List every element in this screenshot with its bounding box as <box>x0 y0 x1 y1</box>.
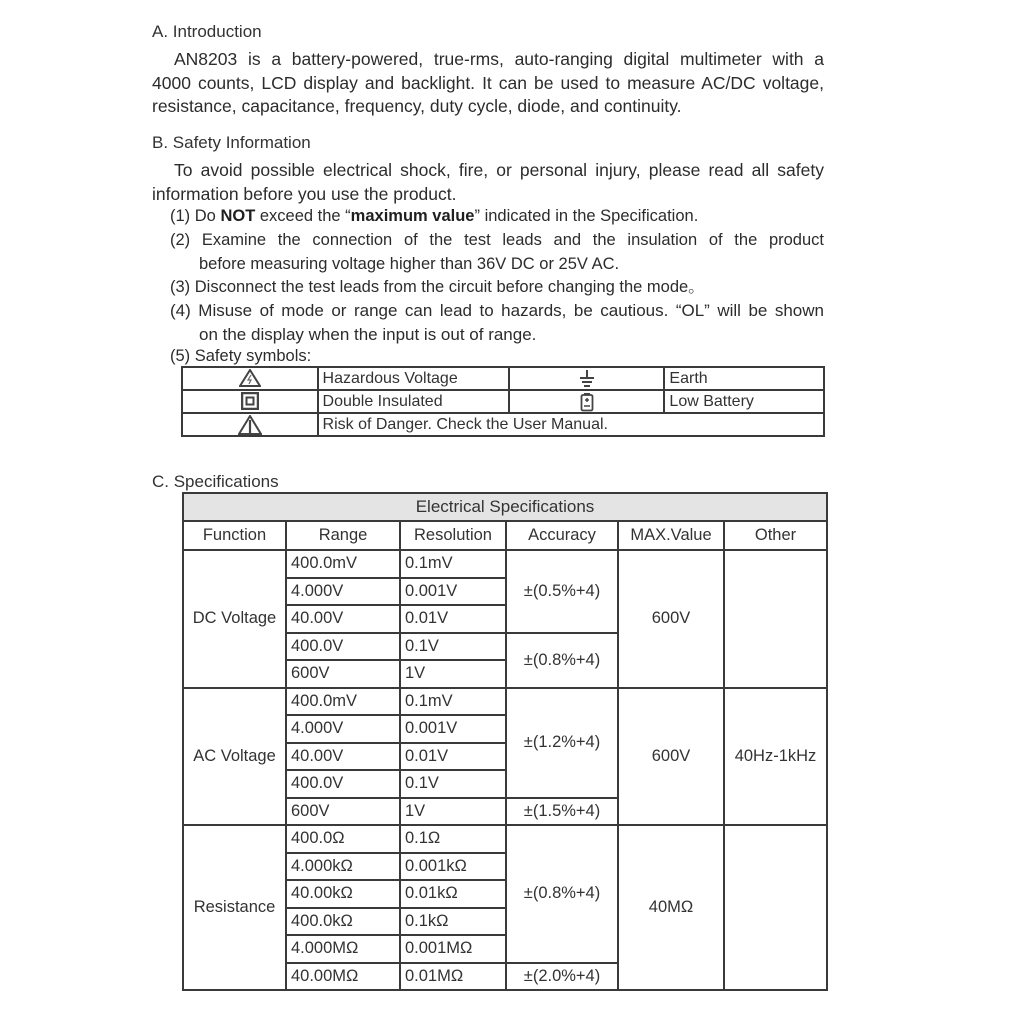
cell-resolution: 0.1V <box>400 633 506 661</box>
cell-range: 4.000V <box>286 578 400 606</box>
safety-item-4: (4) Misuse of mode or range can lead to hazards, be cautious. “OL” will be shown on the display when the input is out of range. <box>170 301 824 344</box>
safety-paragraph <box>152 159 824 206</box>
cell-resolution: 0.01MΩ <box>400 963 506 991</box>
cell-other <box>724 825 827 990</box>
cell-resolution: 0.001V <box>400 715 506 743</box>
cell-other: 40Hz-1kHz <box>724 688 827 826</box>
cell-resolution: 0.001V <box>400 578 506 606</box>
risk-of-danger-icon <box>238 415 262 435</box>
symbol-label: Risk of Danger. Check the User Manual. <box>318 413 824 436</box>
safety-line: To avoid possible electrical shock, fire, or personal injury, please read all safety <box>174 160 824 180</box>
safety-line: information before you use the product. <box>152 183 457 204</box>
cell-accuracy: ±(0.8%+4) <box>506 633 618 688</box>
cell-resolution: 0.1kΩ <box>400 908 506 936</box>
header-max-value: MAX.Value <box>618 521 724 550</box>
cell-range: 400.0mV <box>286 688 400 716</box>
emphasis-maximum-value: maximum value <box>350 207 475 225</box>
low-battery-icon <box>580 392 594 412</box>
section-title-safety: B. Safety Information <box>152 133 311 152</box>
cell-function: AC Voltage <box>183 688 286 826</box>
cell-range: 40.00V <box>286 605 400 633</box>
earth-ground-icon <box>578 369 596 387</box>
cell-range: 400.0V <box>286 770 400 798</box>
cell-resolution: 0.01kΩ <box>400 880 506 908</box>
introduction-paragraph <box>152 48 824 119</box>
safety-item-5: (5) Safety symbols: <box>170 347 312 365</box>
cell-resolution: 0.1Ω <box>400 825 506 853</box>
emphasis-not: NOT <box>220 207 256 225</box>
header-accuracy: Accuracy <box>506 521 618 550</box>
cell-function: Resistance <box>183 825 286 990</box>
cell-accuracy: ±(1.5%+4) <box>506 798 618 826</box>
cell-other <box>724 550 827 688</box>
symbol-label: Low Battery <box>664 390 824 413</box>
table-caption: Electrical Specifications <box>183 493 827 521</box>
cell-accuracy: ±(1.2%+4) <box>506 688 618 798</box>
cell-range: 4.000MΩ <box>286 935 400 963</box>
cell-range: 40.00MΩ <box>286 963 400 991</box>
safety-item-2: (2) Examine the connection of the test leads and the insulation of the product before measuring voltage higher than 36V DC or 25V AC. <box>170 231 824 273</box>
symbol-label: Double Insulated <box>318 390 510 413</box>
cell-max-value: 600V <box>618 550 724 688</box>
cell-resolution: 1V <box>400 660 506 688</box>
cell-function: DC Voltage <box>183 550 286 688</box>
cell-resolution: 0.001kΩ <box>400 853 506 881</box>
table-row <box>183 688 827 716</box>
cell-resolution: 0.001MΩ <box>400 935 506 963</box>
safety-symbols-table <box>181 366 825 437</box>
cell-range: 400.0V <box>286 633 400 661</box>
symbol-row <box>182 413 824 436</box>
cell-resolution: 0.1mV <box>400 550 506 578</box>
cell-range: 400.0Ω <box>286 825 400 853</box>
section-title-specifications: C. Specifications <box>152 472 279 491</box>
header-other: Other <box>724 521 827 550</box>
header-function: Function <box>183 521 286 550</box>
cell-resolution: 0.01V <box>400 605 506 633</box>
intro-line: resistance, capacitance, frequency, duty cycle, diode, and continuity. <box>152 96 682 116</box>
symbol-row <box>182 367 824 390</box>
symbol-label: Earth <box>664 367 824 390</box>
cell-range: 600V <box>286 798 400 826</box>
cell-range: 4.000V <box>286 715 400 743</box>
cell-resolution: 0.1mV <box>400 688 506 716</box>
cell-range: 400.0kΩ <box>286 908 400 936</box>
cell-resolution: 1V <box>400 798 506 826</box>
header-resolution: Resolution <box>400 521 506 550</box>
intro-line: 4000 counts, LCD display and backlight. It can be used to measure AC/DC voltage, <box>152 72 824 93</box>
cell-max-value: 40MΩ <box>618 825 724 990</box>
cell-accuracy: ±(0.8%+4) <box>506 825 618 963</box>
electrical-specifications-table <box>182 492 828 991</box>
table-row <box>183 550 827 578</box>
intro-line: AN8203 is a battery-powered, true-rms, auto-ranging digital multimeter with a <box>174 49 824 69</box>
symbol-row <box>182 390 824 413</box>
cell-resolution: 0.01V <box>400 743 506 771</box>
double-insulated-icon <box>241 392 259 410</box>
cell-range: 4.000kΩ <box>286 853 400 881</box>
cell-range: 40.00kΩ <box>286 880 400 908</box>
header-range: Range <box>286 521 400 550</box>
table-header-row <box>183 521 827 550</box>
cell-max-value: 600V <box>618 688 724 826</box>
table-row <box>183 825 827 853</box>
cell-accuracy: ±(2.0%+4) <box>506 963 618 991</box>
safety-item-3: (3) Disconnect the test leads from the circuit before changing the mode。 <box>170 278 705 296</box>
hazardous-voltage-icon <box>239 369 261 387</box>
cell-range: 400.0mV <box>286 550 400 578</box>
cell-range: 40.00V <box>286 743 400 771</box>
symbol-label: Hazardous Voltage <box>318 367 510 390</box>
safety-item-1: (1) Do NOT exceed the “maximum value” indicated in the Specification. <box>170 207 699 225</box>
cell-accuracy: ±(0.5%+4) <box>506 550 618 633</box>
cell-resolution: 0.1V <box>400 770 506 798</box>
cell-range: 600V <box>286 660 400 688</box>
section-title-introduction: A. Introduction <box>152 22 262 41</box>
